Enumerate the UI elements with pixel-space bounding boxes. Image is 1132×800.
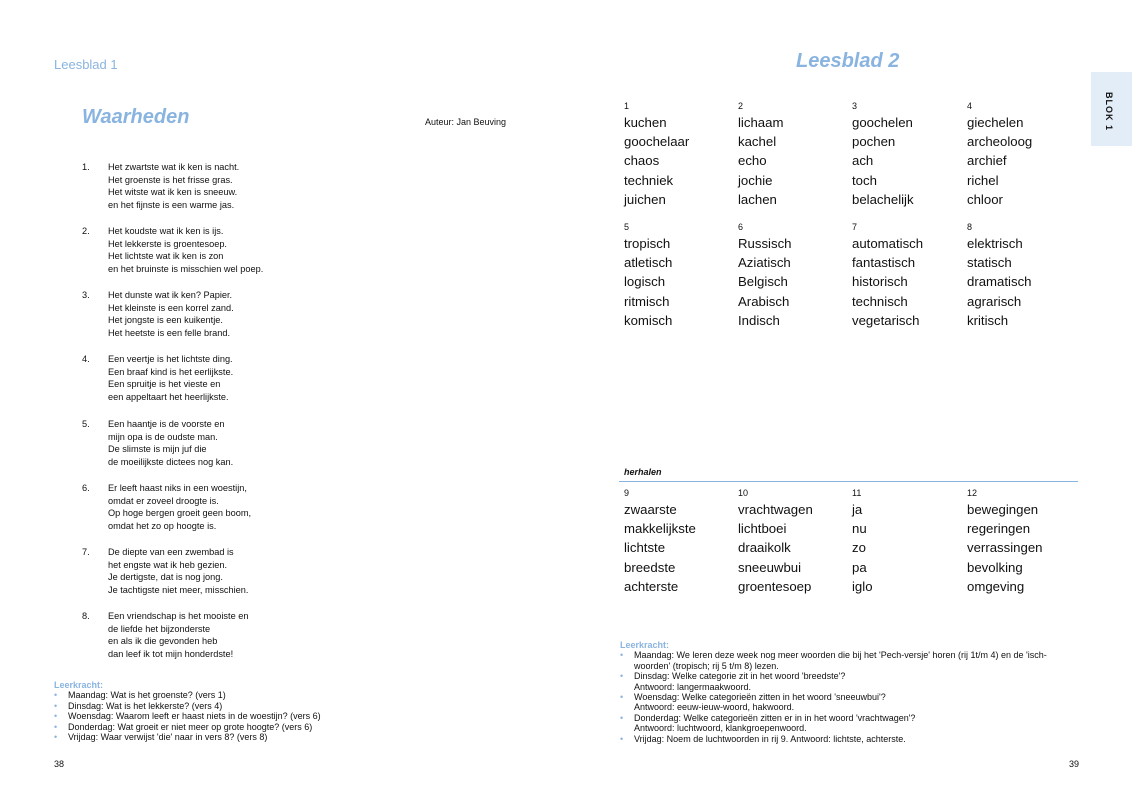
word-group-number: 5 (624, 222, 630, 232)
verse-number: 5. (82, 419, 90, 429)
verse-line: Je tachtigste niet meer, misschien. (108, 584, 249, 595)
word-group (624, 486, 736, 596)
teacher-note-item: • Woensdag: Welke categorieën zitten in het woord 'sneeuwbui'? Antwoord: eeuw-ieuw-woord, hakwoord. (620, 692, 886, 713)
teacher-note-right (620, 640, 1047, 744)
word-group-number: 2 (738, 101, 744, 111)
bullet-icon: • (54, 732, 58, 743)
word: pochen (852, 134, 896, 150)
word: Indisch (738, 312, 780, 328)
word: goochelen (852, 115, 913, 130)
bullet-icon: • (620, 650, 624, 661)
word: Belgisch (738, 274, 788, 290)
teacher-note-item: • Maandag: We leren deze week nog meer woorden die bij het 'Pech-versje' horen (rij 1t/m 4) en de 'isch- woorden' (tropisch; rij 5 t/m 8) lezen. (620, 650, 1047, 671)
word: echo (738, 153, 767, 169)
word: lachen (738, 191, 777, 207)
word: bewegingen (967, 502, 1039, 517)
verse-number: 2. (82, 226, 90, 236)
page-number-right: 39 (1069, 759, 1080, 769)
verse-line: dan leef ik tot mijn honderdste! (108, 648, 234, 659)
verse-line: Een vriendschap is het mooiste en (108, 611, 249, 621)
word: belachelijk (852, 191, 914, 207)
word-group-number: 3 (852, 101, 858, 111)
verse-line: Het koudste wat ik ken is ijs. (108, 226, 224, 236)
bullet-icon: • (620, 733, 624, 744)
word: iglo (852, 578, 873, 594)
word: toch (852, 172, 877, 188)
word: ritmisch (624, 293, 670, 309)
verse-line: Het groenste is het frisse gras. (108, 174, 233, 185)
verse-line: Het kleinste is een korrel zand. (108, 302, 234, 313)
word: zo (852, 540, 866, 556)
verse-line: De diepte van een zwembad is (108, 547, 234, 557)
word: fantastisch (852, 255, 916, 271)
word: Russisch (738, 236, 792, 251)
verse-line: en het bruinste is misschien wel poep. (108, 263, 264, 274)
verse-line: Op hoge bergen groeit geen boom, (108, 508, 252, 519)
teacher-note-item: • Donderdag: Wat groeit er niet meer op grote hoogte? (vers 6) (54, 721, 313, 732)
word: richel (967, 172, 999, 188)
word: groentesoep (738, 578, 812, 594)
page-header-left: Leesblad 1 (54, 57, 118, 72)
word: giechelen (967, 115, 1024, 130)
verse-number: 7. (82, 547, 90, 557)
word: elektrisch (967, 236, 1023, 251)
word-group-number: 1 (624, 101, 630, 111)
word-group-number: 8 (967, 222, 973, 232)
word: chaos (624, 153, 660, 169)
word: makkelijkste (624, 521, 696, 537)
teacher-note-heading: Leerkracht: (54, 680, 104, 690)
word: vegetarisch (852, 312, 920, 328)
word-group (738, 486, 850, 596)
verse-line: en als ik die gevonden heb (108, 636, 218, 647)
word-group (624, 99, 736, 209)
verse-line: De slimste is mijn juf die (108, 444, 207, 455)
word: tropisch (624, 236, 671, 251)
word: sneeuwbui (738, 559, 802, 575)
divider (619, 481, 1078, 482)
verse-line: Het jongste is een kuikentje. (108, 315, 223, 326)
word: regeringen (967, 521, 1031, 537)
word-group-number: 6 (738, 222, 744, 232)
word-group-number: 7 (852, 222, 858, 232)
word-group (967, 220, 1079, 330)
poem-title: Waarheden (82, 106, 190, 128)
word: juichen (624, 191, 666, 207)
word: goochelaar (624, 134, 690, 150)
bullet-icon: • (54, 711, 58, 722)
verse-line: de moeilijkste dictees nog kan. (108, 456, 234, 467)
word: techniek (624, 172, 674, 188)
word: statisch (967, 255, 1012, 271)
word: nu (852, 521, 867, 537)
verse-line: en het fijnste is een warme jas. (108, 199, 235, 210)
word: omgeving (967, 578, 1025, 594)
teacher-note-heading: Leerkracht: (620, 640, 670, 650)
word: technisch (852, 293, 908, 309)
verse-number: 3. (82, 290, 90, 300)
word: kachel (738, 134, 777, 150)
word-group (852, 99, 964, 209)
word: Aziatisch (738, 255, 791, 271)
word: lichaam (738, 115, 784, 130)
word: logisch (624, 274, 666, 290)
word-group (852, 220, 964, 330)
verse-line: Het dunste wat ik ken? Papier. (108, 290, 233, 300)
word: lichtboei (738, 521, 787, 537)
verse-line: Een braaf kind is het eerlijkste. (108, 366, 234, 377)
verse-line: Het lekkerste is groentesoep. (108, 238, 227, 249)
word-group-number: 10 (738, 488, 749, 498)
verse-line: Je dertigste, dat is nog jong. (108, 572, 223, 583)
poem-author: Auteur: Jan Beuving (425, 117, 507, 127)
word-group-number: 4 (967, 101, 973, 111)
bullet-icon: • (54, 690, 58, 701)
word: jochie (738, 172, 773, 188)
verse-line: Het heetste is een felle brand. (108, 327, 231, 338)
verse-line: de liefde het bijzonderste (108, 623, 211, 634)
word: bevolking (967, 559, 1023, 575)
verse-number: 1. (82, 162, 90, 172)
word-group (967, 99, 1079, 209)
verse-line: Er leeft haast niks in een woestijn, (108, 483, 247, 493)
verse-line: Een spruitje is het vieste en (108, 379, 221, 390)
teacher-note-left (54, 680, 321, 742)
bullet-icon: • (620, 671, 624, 682)
verse-line: het engste wat ik heb gezien. (108, 559, 228, 570)
verse-line: Een haantje is de voorste en (108, 419, 225, 429)
word: automatisch (852, 236, 924, 251)
verse-number: 4. (82, 354, 90, 364)
word: ja (852, 502, 863, 517)
word: vrachtwagen (738, 502, 813, 517)
word-group (624, 220, 736, 330)
word: ach (852, 153, 874, 169)
word-group-number: 12 (967, 488, 978, 498)
bullet-icon: • (620, 712, 624, 723)
verse-number: 8. (82, 611, 90, 621)
verse-line: omdat het zo op hoogte is. (108, 520, 217, 531)
verse-line: Het zwartste wat ik ken is nacht. (108, 162, 240, 172)
bullet-icon: • (620, 692, 624, 703)
word: Arabisch (738, 293, 790, 309)
verse-number: 6. (82, 483, 90, 493)
teacher-note-item: • Donderdag: Welke categorieën zitten er in in het woord 'vrachtwagen'? Antwoord: luchtwoord, klankgroepenwoord. (620, 712, 916, 734)
word: agrarisch (967, 293, 1022, 309)
page-header-right: Leesblad 2 (796, 50, 900, 72)
word-group (967, 486, 1079, 596)
word-group (738, 99, 850, 209)
word: kritisch (967, 312, 1009, 328)
word-group-number: 9 (624, 488, 630, 498)
word: archeoloog (967, 134, 1033, 150)
teacher-note-item: • Maandag: Wat is het groenste? (vers 1) (54, 690, 226, 701)
bullet-icon: • (54, 700, 58, 711)
word: draaikolk (738, 540, 791, 556)
word: kuchen (624, 115, 667, 130)
word: komisch (624, 312, 673, 328)
teacher-note-item: • Vrijdag: Noem de luchtwoorden in rij 9. Antwoord: lichtste, achterste. (620, 733, 906, 744)
teacher-note-item: • Vrijdag: Waar verwijst 'die' naar in vers 8? (vers 8) (54, 732, 268, 743)
verse-line: omdat er zoveel droogte is. (108, 495, 219, 506)
verse-line: een appeltaart het heerlijkste. (108, 391, 229, 402)
word: lichtste (624, 540, 666, 556)
word: zwaarste (624, 502, 677, 517)
bullet-icon: • (54, 721, 58, 732)
word-group (852, 486, 964, 596)
teacher-note-item: • Dinsdag: Wat is het lekkerste? (vers 4) (54, 700, 223, 711)
word-group-number: 11 (852, 488, 862, 498)
section-tab-label: BLOK 1 (1104, 92, 1114, 132)
teacher-note-item: • Woensdag: Waarom leeft er haast niets in de woestijn? (vers 6) (54, 711, 321, 722)
verse-line: Het lichtste wat ik ken is zon (108, 251, 224, 262)
section-tab (1091, 72, 1132, 146)
word: dramatisch (967, 274, 1032, 290)
page-number-left: 38 (54, 759, 65, 769)
verse-line: Het witste wat ik ken is sneeuw. (108, 187, 238, 198)
word: historisch (852, 274, 908, 290)
word: atletisch (624, 255, 673, 271)
word: archief (967, 153, 1007, 169)
word: verrassingen (967, 540, 1043, 556)
teacher-note-item: • Dinsdag: Welke categorie zit in het woord 'breedste'? Antwoord: langermaakwoord. (620, 671, 846, 692)
repeat-label: herhalen (624, 467, 662, 477)
word: breedste (624, 559, 676, 575)
word: chloor (967, 191, 1003, 207)
verse-line: mijn opa is de oudste man. (108, 431, 218, 442)
word-group (738, 220, 850, 330)
verse-line: Een veertje is het lichtste ding. (108, 354, 233, 364)
word: achterste (624, 578, 679, 594)
word: pa (852, 559, 867, 575)
